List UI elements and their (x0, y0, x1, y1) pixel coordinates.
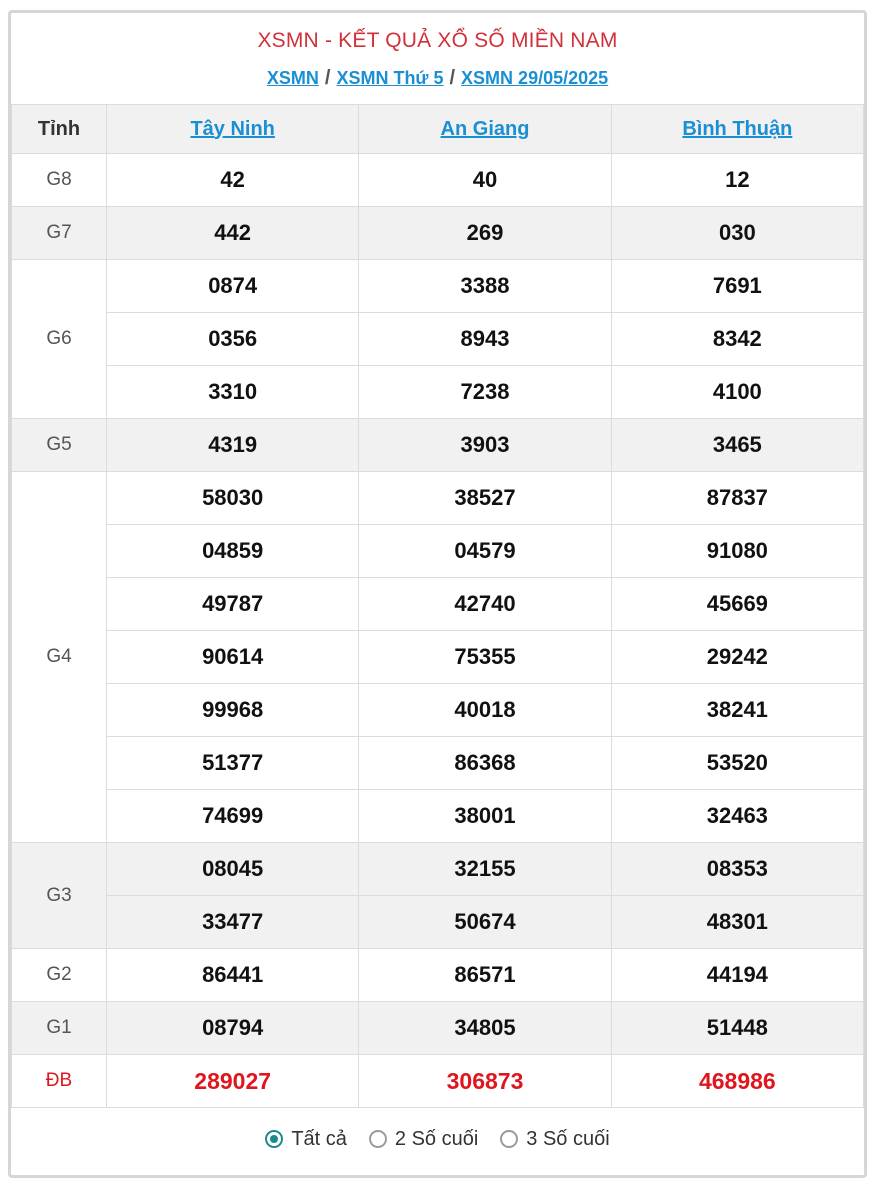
breadcrumb-weekday-link[interactable]: XSMN Thứ 5 (336, 68, 444, 88)
result-number: 8342 (611, 313, 863, 366)
column-header-province: Tỉnh (12, 105, 107, 154)
results-table (11, 104, 864, 1108)
province-link-an-giang[interactable]: An Giang (440, 117, 530, 140)
result-number: 32155 (359, 843, 611, 896)
result-number: 51448 (611, 1002, 863, 1055)
result-number: 45669 (611, 578, 863, 631)
panel-header (11, 13, 864, 104)
result-number: 75355 (359, 631, 611, 684)
column-header-an-giang (359, 105, 611, 154)
result-number: 3903 (359, 419, 611, 472)
province-link-tay-ninh[interactable]: Tây Ninh (190, 117, 275, 140)
breadcrumb-separator: / (449, 67, 456, 89)
special-prize-number: 468986 (611, 1055, 863, 1108)
page-title: XSMN - KẾT QUẢ XỔ SỐ MIỀN NAM (257, 29, 618, 52)
result-number: 33477 (107, 896, 359, 949)
result-number: 08794 (107, 1002, 359, 1055)
filter-option-all[interactable] (265, 1128, 347, 1151)
result-number: 53520 (611, 737, 863, 790)
result-number: 04579 (359, 525, 611, 578)
prize-row-g8 (12, 154, 864, 207)
prize-label: ĐB (12, 1055, 107, 1108)
prize-row-g6 (12, 260, 864, 313)
filter-option-label: Tất cả (291, 1127, 347, 1150)
breadcrumb-separator: / (324, 67, 331, 89)
prize-row-g4 (12, 631, 864, 684)
prize-row-g6 (12, 366, 864, 419)
prize-label: G7 (12, 207, 107, 260)
result-number: 48301 (611, 896, 863, 949)
result-number: 40 (359, 154, 611, 207)
result-number: 74699 (107, 790, 359, 843)
digit-filter (11, 1108, 864, 1170)
result-number: 42740 (359, 578, 611, 631)
results-panel (8, 10, 867, 1178)
result-number: 030 (611, 207, 863, 260)
breadcrumb (11, 67, 864, 90)
result-number: 4319 (107, 419, 359, 472)
filter-option-last-3[interactable] (500, 1128, 609, 1151)
prize-row-g4 (12, 525, 864, 578)
result-number: 3310 (107, 366, 359, 419)
filter-option-label: 2 Số cuối (394, 1127, 479, 1150)
prize-row-g4 (12, 684, 864, 737)
result-number: 42 (107, 154, 359, 207)
result-number: 08045 (107, 843, 359, 896)
result-number: 3465 (611, 419, 863, 472)
prize-label: G8 (12, 154, 107, 207)
prize-row-g6 (12, 313, 864, 366)
prize-label: G3 (12, 843, 107, 949)
special-prize-number: 289027 (107, 1055, 359, 1108)
result-number: 269 (359, 207, 611, 260)
radio-selected-icon[interactable] (265, 1130, 283, 1148)
result-number: 3388 (359, 260, 611, 313)
radio-unselected-icon[interactable] (500, 1130, 518, 1148)
table-header-row (12, 105, 864, 154)
prize-label: G6 (12, 260, 107, 419)
result-number: 442 (107, 207, 359, 260)
special-prize-number: 306873 (359, 1055, 611, 1108)
result-number: 44194 (611, 949, 863, 1002)
result-number: 38527 (359, 472, 611, 525)
result-number: 0874 (107, 260, 359, 313)
prize-row-g5 (12, 419, 864, 472)
result-number: 34805 (359, 1002, 611, 1055)
prize-row-g3 (12, 843, 864, 896)
prize-row-g4 (12, 790, 864, 843)
result-number: 87837 (611, 472, 863, 525)
column-header-binh-thuan (611, 105, 863, 154)
result-number: 12 (611, 154, 863, 207)
result-number: 58030 (107, 472, 359, 525)
result-number: 7691 (611, 260, 863, 313)
result-number: 0356 (107, 313, 359, 366)
prize-label: G4 (12, 472, 107, 843)
result-number: 49787 (107, 578, 359, 631)
prize-row-g7 (12, 207, 864, 260)
prize-label: G2 (12, 949, 107, 1002)
prize-row-g3 (12, 896, 864, 949)
result-number: 51377 (107, 737, 359, 790)
breadcrumb-date-link[interactable]: XSMN 29/05/2025 (461, 68, 609, 88)
result-number: 99968 (107, 684, 359, 737)
result-number: 38241 (611, 684, 863, 737)
prize-label: G5 (12, 419, 107, 472)
breadcrumb-xsmn-link[interactable]: XSMN (266, 68, 319, 88)
prize-row-g1 (12, 1002, 864, 1055)
prize-row-g4 (12, 737, 864, 790)
result-number: 50674 (359, 896, 611, 949)
result-number: 40018 (359, 684, 611, 737)
prize-label: G1 (12, 1002, 107, 1055)
result-number: 29242 (611, 631, 863, 684)
filter-option-last-2[interactable] (369, 1128, 478, 1151)
result-number: 90614 (107, 631, 359, 684)
result-number: 8943 (359, 313, 611, 366)
result-number: 7238 (359, 366, 611, 419)
result-number: 38001 (359, 790, 611, 843)
prize-row-g4 (12, 472, 864, 525)
filter-option-label: 3 Số cuối (526, 1127, 610, 1150)
result-number: 4100 (611, 366, 863, 419)
result-number: 86368 (359, 737, 611, 790)
result-number: 32463 (611, 790, 863, 843)
prize-row-special (12, 1055, 864, 1108)
prize-row-g2 (12, 949, 864, 1002)
prize-row-g4 (12, 578, 864, 631)
result-number: 04859 (107, 525, 359, 578)
result-number: 91080 (611, 525, 863, 578)
radio-unselected-icon[interactable] (369, 1130, 387, 1148)
column-header-tay-ninh (107, 105, 359, 154)
result-number: 86441 (107, 949, 359, 1002)
result-number: 08353 (611, 843, 863, 896)
result-number: 86571 (359, 949, 611, 1002)
province-link-binh-thuan[interactable]: Bình Thuận (682, 117, 793, 140)
